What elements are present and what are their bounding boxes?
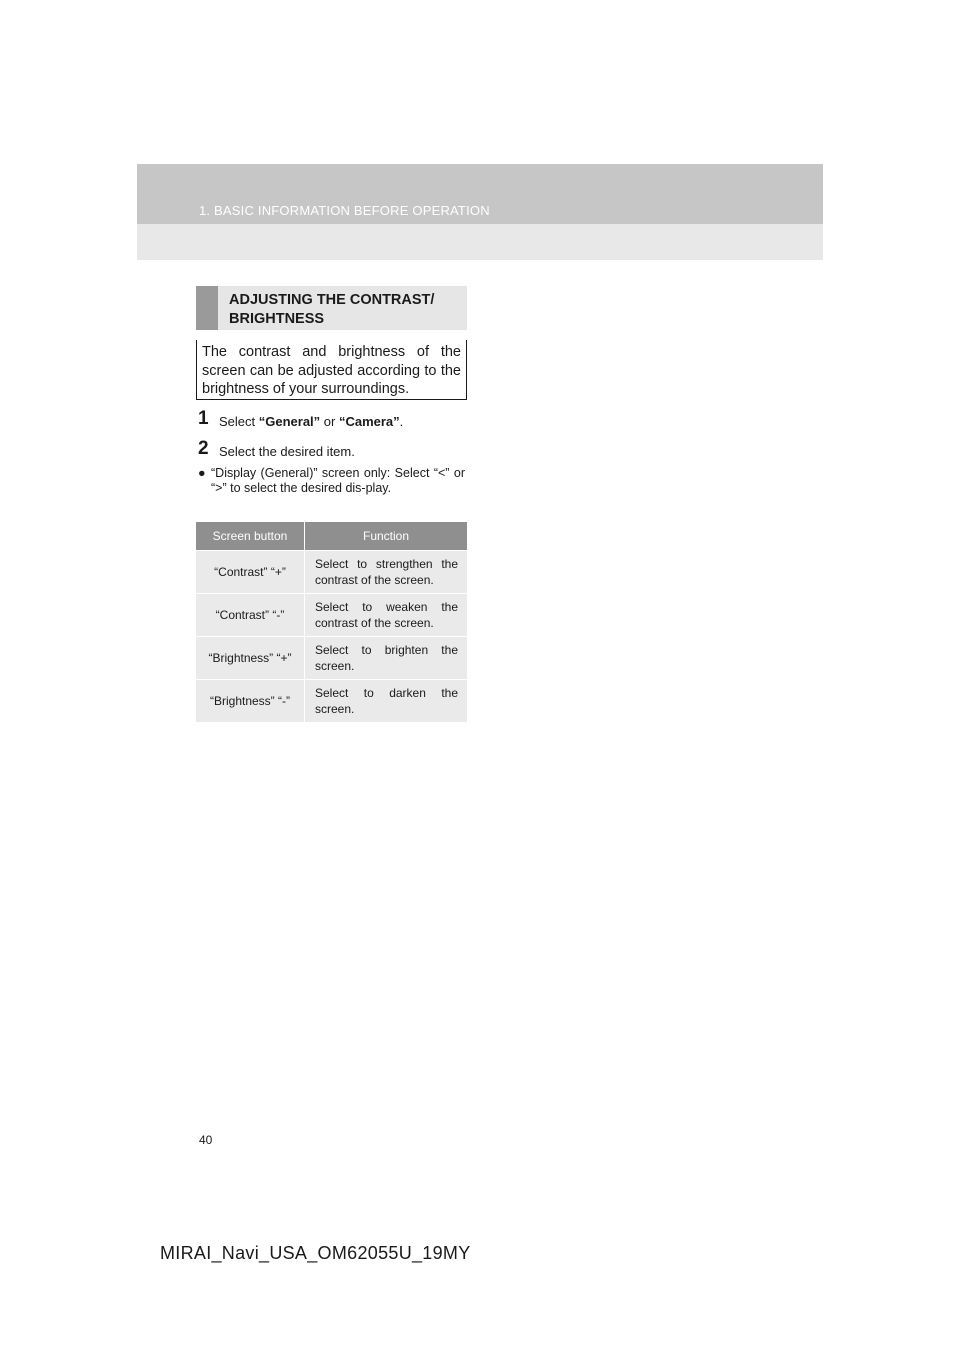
general-option-label: “General” [258,414,321,429]
table-cell-function: Select to strengthen the contrast of the screen. [305,550,467,593]
note-text: “Display (General)” screen only: Select “<” or “>” to select the desired dis-play. [211,466,465,495]
step-text: Select the desired item. [219,444,355,459]
document-id: MIRAI_Navi_USA_OM62055U_19MY [160,1243,471,1263]
step-number: 1 [198,408,209,429]
table-cell-button: “Contrast” “+” [196,550,305,593]
topic-heading-box [196,286,467,330]
table-cell-function: Select to brighten the screen. [305,636,467,679]
table-cell-button: “Brightness” “-” [196,679,305,722]
table-cell-function: Select to weaken the contrast of the screen. [305,593,467,636]
intro-paragraph: The contrast and brightness of the screen can be adjusted according to the brightness of your surroundings. [196,340,467,400]
camera-option-label: “Camera” [338,414,400,429]
table-cell-function: Select to darken the screen. [305,679,467,722]
table-header-row [196,522,467,550]
section-title: 1. BASIC INFORMATION BEFORE OPERATION [199,203,490,218]
table-cell-button: “Brightness” “+” [196,636,305,679]
page-number: 40 [199,1133,213,1147]
table-row [196,593,467,636]
heading-accent-bar [196,286,218,330]
step-number: 2 [198,438,209,459]
table-cell-button: “Contrast” “-” [196,593,305,636]
header-band [137,164,823,224]
table-row [196,636,467,679]
bullet-icon: ● [198,466,206,480]
step-text: Select “General” or “Camera”. [219,414,404,429]
table-row [196,679,467,722]
table-row [196,550,467,593]
topic-heading: ADJUSTING THE CONTRAST/ BRIGHTNESS [229,292,435,327]
column-header: Function [305,522,467,550]
column-header: Screen button [196,522,305,550]
screen-button-table [196,522,467,722]
header-subband [137,224,823,260]
